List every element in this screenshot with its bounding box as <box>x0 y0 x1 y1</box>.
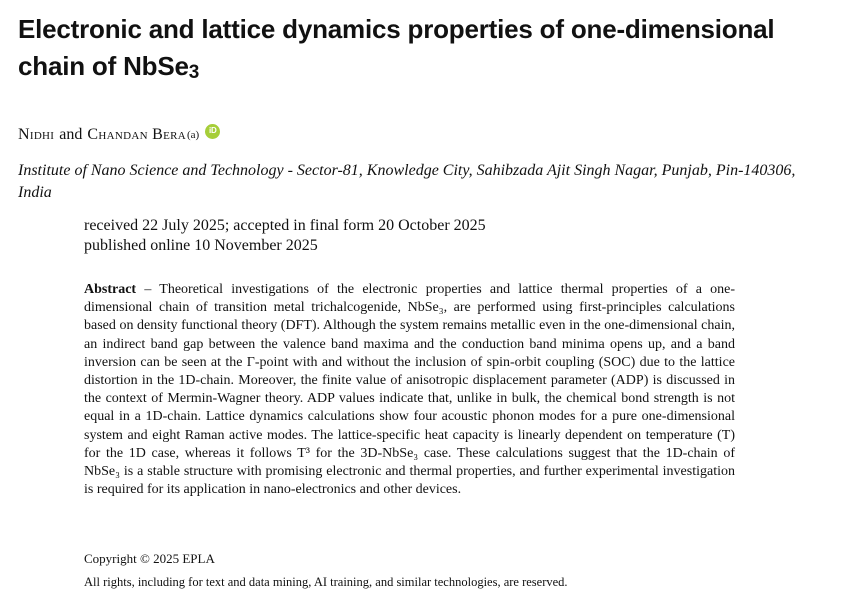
abstract-text: Theoretical investigations of the electronic properties and lattice thermal properties of a one-dimensional chain of transition metal trichalcogenide, NbSe₃, are performed using first-principles calculations based on density functional theory (DFT). Although the system remains metallic even in the one-dimensional chain, an indirect band gap between the valence band maxima and the conduction band minima opens up, and a band inversion can be seen at the Γ-point with and without the inclusion of spin-orbit coupling (SOC) due to the lattice distortion in the 1D-chain. Moreover, the finite value of anisotropic displacement parameter (ADP) is discussed in the context of Mermin-Wagner theory. ADP values indicate that, unlike in bulk, the chemical bond strength is not equal in a 1D-chain. Lattice dynamics calculations show four acoustic phonon modes for a pure one-dimensional system and eight Raman active modes. The lattice-specific heat capacity is linearly dependent on temperature (T) for the 1D case, whereas it follows T³ for the 3D-NbSe₃ case. These calculations suggest that the 1D-chain of NbSe₃ is a stable structure with promising electronic and thermal properties, and further experimental investigation is required for its application in nano-electronics and other devices. <box>84 282 735 498</box>
publication-dates <box>84 216 784 256</box>
rights-notice: All rights, including for text and data mining, AI training, and similar technologies, are reserved. <box>84 575 568 589</box>
author-name[interactable]: Nidhi <box>18 126 55 143</box>
affiliation-marker: (a) <box>187 129 200 141</box>
title-subscript: 3 <box>188 62 200 83</box>
article-title <box>18 11 833 91</box>
author-conjunction: and <box>59 126 83 143</box>
affiliation: Institute of Nano Science and Technology - Sector-81, Knowledge City, Sahibzada Ajit Singh Nagar, Punjab, Pin-140306, India <box>18 162 796 201</box>
abstract-separator: – <box>144 282 152 297</box>
copyright-notice: Copyright © 2025 EPLA <box>84 551 215 566</box>
author-list <box>18 122 220 148</box>
abstract-label: Abstract <box>84 282 137 297</box>
author-name[interactable]: Chandan Bera <box>87 126 186 143</box>
published-date: published online 10 November 2025 <box>84 237 318 254</box>
received-accepted-date: received 22 July 2025; accepted in final form 20 October 2025 <box>84 217 486 234</box>
orcid-icon[interactable]: iD <box>205 124 220 139</box>
abstract <box>84 281 735 499</box>
article-title-text: Electronic and lattice dynamics properties of one-dimensional chain of NbSe <box>18 14 775 81</box>
